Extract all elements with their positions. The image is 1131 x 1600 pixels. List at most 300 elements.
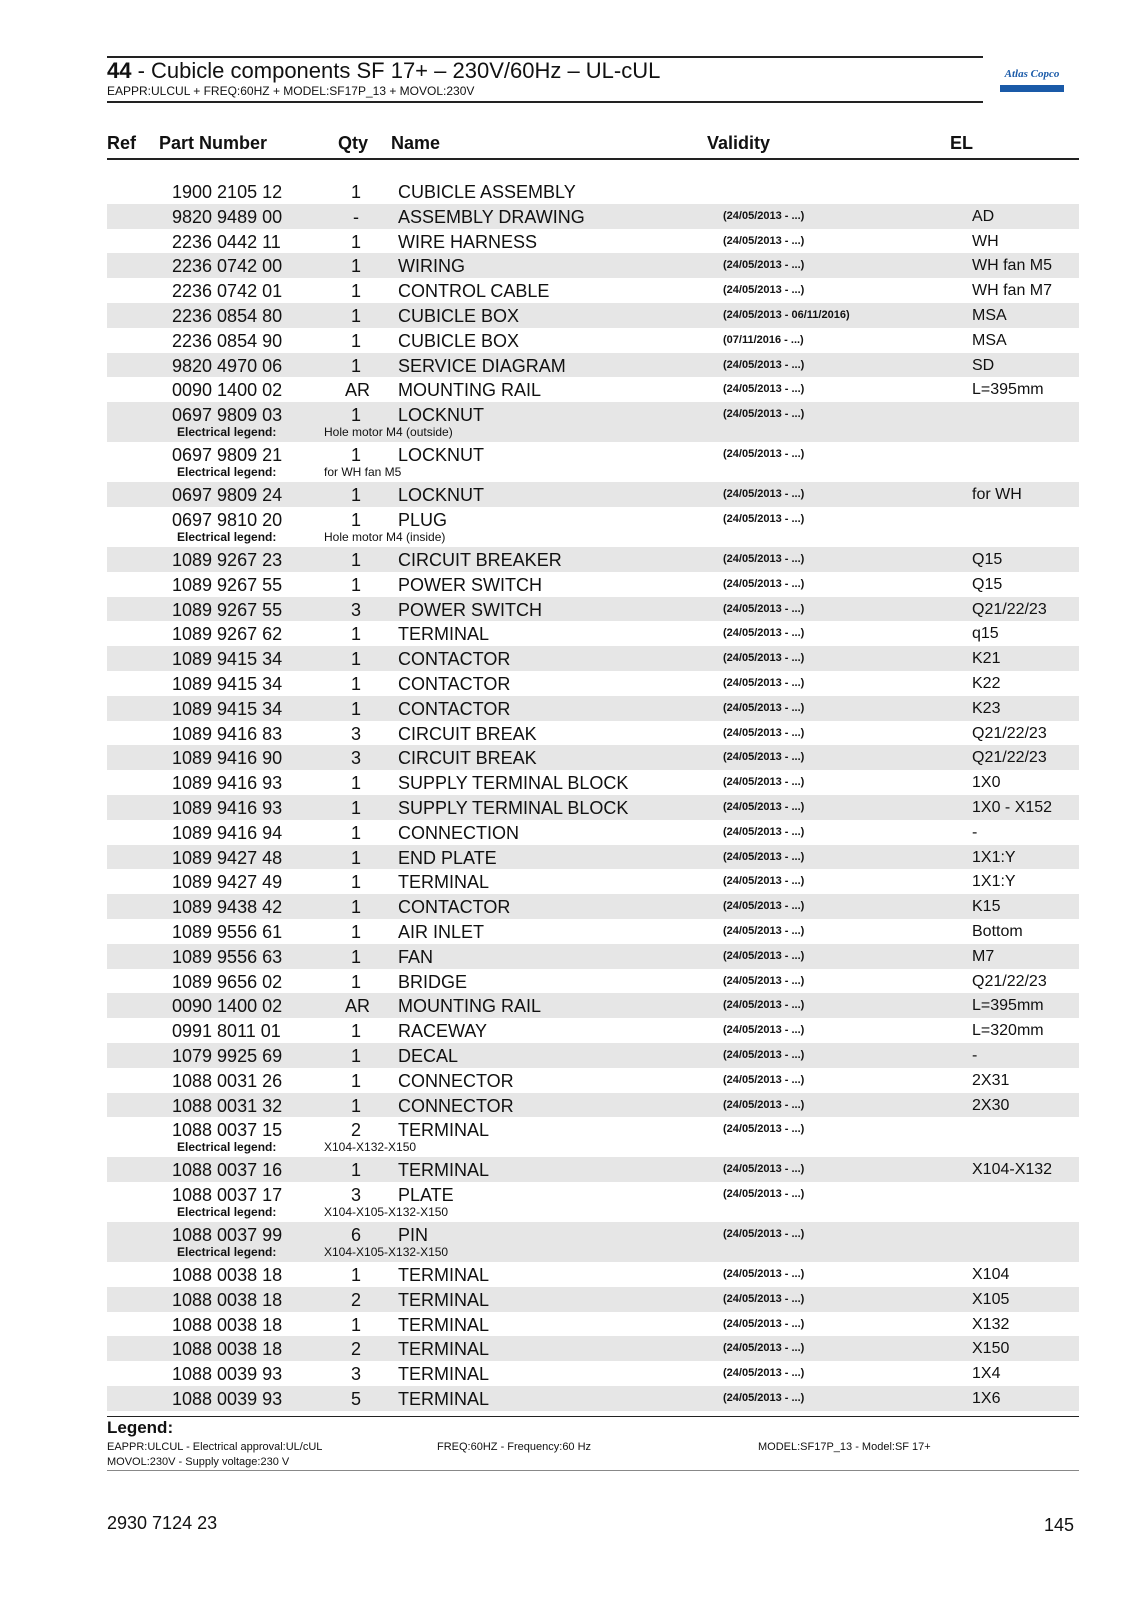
- name-cell: LOCKNUT: [398, 485, 485, 506]
- part-number-cell: 1089 9267 23: [172, 549, 283, 570]
- col-qty: Qty: [338, 133, 369, 153]
- part-number-cell: 1089 9267 55: [172, 599, 283, 620]
- el-cell: 2X31: [972, 1071, 1010, 1089]
- name-cell: TERMINAL: [398, 1389, 490, 1410]
- col-part-number: Part Number: [159, 133, 268, 153]
- table-row: [107, 402, 1079, 442]
- table-row: [107, 1157, 1079, 1182]
- part-number-cell: 1089 9656 02: [172, 971, 283, 992]
- name-cell: SERVICE DIAGRAM: [398, 355, 566, 376]
- table-row: [107, 721, 1079, 746]
- qty-cell: -: [353, 206, 359, 227]
- qty-cell: AR: [345, 996, 371, 1017]
- table-row: [107, 1093, 1079, 1118]
- table-row: [107, 253, 1079, 278]
- electrical-legend-text: Hole motor M4 (inside): [324, 529, 446, 544]
- table-row: [107, 353, 1079, 378]
- title-text: - Cubicle components SF 17+ – 230V/60Hz – UL-cUL: [131, 58, 661, 83]
- part-number-cell: 1900 2105 12: [172, 182, 283, 202]
- name-cell: AIR INLET: [398, 921, 485, 942]
- table-row: [107, 1068, 1079, 1093]
- name-cell: CUBICLE BOX: [398, 305, 520, 326]
- qty-cell: 3: [350, 599, 361, 620]
- part-number-cell: 1089 9416 83: [172, 723, 283, 744]
- name-cell: PLUG: [398, 509, 448, 530]
- name-cell: POWER SWITCH: [398, 574, 542, 595]
- name-cell: TERMINAL: [398, 624, 490, 645]
- el-cell: X104: [972, 1266, 1010, 1284]
- el-cell: Q21/22/23: [972, 749, 1047, 767]
- name-cell: POWER SWITCH: [398, 599, 542, 620]
- el-cell: 1X0 - X152: [972, 798, 1053, 816]
- validity-cell: (24/05/2013 - ...): [723, 448, 805, 461]
- qty-cell: 2: [350, 1120, 361, 1141]
- name-cell: BRIDGE: [398, 971, 468, 992]
- validity-cell: (24/05/2013 - ...): [723, 726, 805, 739]
- el-cell: q15: [972, 625, 999, 643]
- el-cell: WH fan M7: [972, 282, 1053, 300]
- part-number-cell: 1089 9416 90: [172, 748, 283, 769]
- table-row: [107, 597, 1079, 622]
- part-number-cell: 1088 0038 18: [172, 1265, 283, 1286]
- part-number-cell: 1088 0037 99: [172, 1225, 283, 1246]
- legend-freq: FREQ:60HZ - Frequency:60 Hz: [437, 1441, 592, 1453]
- part-number-cell: 2236 0442 11: [172, 231, 281, 252]
- name-cell: TERMINAL: [398, 1314, 490, 1335]
- document-number: 2930 7124 23: [107, 1513, 218, 1533]
- col-name: Name: [391, 133, 441, 153]
- name-cell: DECAL: [398, 1045, 459, 1066]
- qty-cell: 1: [350, 822, 361, 843]
- qty-cell: 1: [350, 1070, 361, 1091]
- validity-cell: (24/05/2013 - ...): [723, 1367, 805, 1380]
- part-number-cell: 1088 0038 18: [172, 1289, 283, 1310]
- table-row: [107, 993, 1079, 1018]
- el-cell: Q15: [972, 550, 1003, 568]
- legend-bottom-rule: [107, 1470, 1079, 1471]
- validity-cell: (24/05/2013 - ...): [723, 800, 805, 813]
- name-cell: MOUNTING RAIL: [398, 996, 542, 1017]
- qty-cell: 1: [350, 921, 361, 942]
- qty-cell: 1: [350, 897, 361, 918]
- part-number-cell: 0697 9809 21: [172, 445, 283, 466]
- table-row: [107, 1222, 1079, 1262]
- part-number-cell: 2236 0854 90: [172, 330, 283, 351]
- qty-cell: 1: [350, 649, 361, 670]
- electrical-legend-label: Electrical legend:: [177, 465, 277, 480]
- validity-cell: (24/05/2013 - ...): [723, 776, 805, 789]
- table-row: [107, 646, 1079, 671]
- table-row: [107, 328, 1079, 353]
- table-row: [107, 1182, 1079, 1222]
- validity-cell: (24/05/2013 - ...): [723, 974, 805, 987]
- page-number: 145: [1044, 1515, 1075, 1535]
- table-row: [107, 442, 1079, 482]
- validity-cell: (24/05/2013 - ...): [723, 512, 805, 525]
- validity-cell: (24/05/2013 - ...): [723, 999, 805, 1012]
- qty-cell: 1: [350, 281, 361, 302]
- name-cell: CONNECTOR: [398, 1095, 514, 1116]
- table-row: [107, 1361, 1079, 1386]
- electrical-legend-text: X104-X105-X132-X150: [324, 1205, 449, 1220]
- el-cell: WH fan M5: [972, 257, 1053, 275]
- validity-cell: (24/05/2013 - ...): [723, 577, 805, 590]
- qty-cell: 1: [350, 624, 361, 645]
- parts-table: [107, 179, 1079, 1411]
- name-cell: WIRING: [398, 256, 465, 277]
- validity-cell: (24/05/2013 - ...): [723, 1048, 805, 1061]
- qty-cell: 1: [350, 485, 361, 506]
- el-cell: 1X1:Y: [972, 873, 1016, 891]
- qty-cell: 1: [350, 445, 361, 466]
- part-number-cell: 1089 9556 63: [172, 946, 283, 967]
- name-cell: CONTACTOR: [398, 698, 511, 719]
- qty-cell: 1: [350, 797, 361, 818]
- name-cell: TERMINAL: [398, 1120, 490, 1141]
- validity-cell: (24/05/2013 - ...): [723, 209, 805, 222]
- qty-cell: 1: [350, 872, 361, 893]
- validity-cell: (24/05/2013 - 06/11/2016): [723, 308, 850, 321]
- part-number-cell: 1089 9416 94: [172, 822, 283, 843]
- legend-title: Legend:: [107, 1418, 174, 1437]
- qty-cell: 1: [350, 1045, 361, 1066]
- name-cell: CUBICLE ASSEMBLY: [398, 182, 576, 202]
- el-cell: M7: [972, 947, 995, 965]
- part-number-cell: 2236 0742 01: [172, 281, 283, 302]
- part-number-cell: 1088 0038 18: [172, 1339, 283, 1360]
- name-cell: CONTACTOR: [398, 897, 511, 918]
- validity-cell: (24/05/2013 - ...): [723, 924, 805, 937]
- validity-cell: (24/05/2013 - ...): [723, 488, 805, 501]
- part-number-cell: 1088 0031 26: [172, 1070, 283, 1091]
- el-cell: SD: [972, 356, 995, 374]
- name-cell: CONTACTOR: [398, 649, 511, 670]
- el-cell: 1X0: [972, 774, 1001, 792]
- table-row: [107, 303, 1079, 328]
- table-row: [107, 869, 1079, 894]
- part-number-cell: 1088 0039 93: [172, 1389, 283, 1410]
- logo-text: Atlas Copco: [1004, 68, 1060, 80]
- qty-cell: 1: [350, 773, 361, 794]
- qty-cell: 3: [350, 1185, 361, 1206]
- qty-cell: 6: [350, 1225, 361, 1246]
- title-rule-bottom: [107, 101, 983, 103]
- name-cell: TERMINAL: [398, 1265, 490, 1286]
- part-number-cell: 0697 9810 20: [172, 509, 283, 530]
- validity-cell: (24/05/2013 - ...): [723, 408, 805, 421]
- el-cell: MSA: [972, 306, 1007, 324]
- validity-cell: (24/05/2013 - ...): [723, 1123, 805, 1136]
- electrical-legend-text: X104-X105-X132-X150: [324, 1245, 449, 1260]
- qty-cell: 2: [350, 1289, 361, 1310]
- qty-cell: 1: [350, 1314, 361, 1335]
- name-cell: FAN: [398, 946, 434, 967]
- name-cell: TERMINAL: [398, 1339, 490, 1360]
- page-subtitle: EAPPR:ULCUL + FREQ:60HZ + MODEL:SF17P_13 + MOVOL:230V: [107, 84, 475, 98]
- legend-rule: [107, 1416, 1079, 1417]
- el-cell: Q21/22/23: [972, 724, 1047, 742]
- table-row: [107, 547, 1079, 572]
- table-row: [107, 621, 1079, 646]
- validity-cell: (24/05/2013 - ...): [723, 1392, 805, 1405]
- name-cell: CUBICLE BOX: [398, 330, 520, 351]
- validity-cell: (24/05/2013 - ...): [723, 850, 805, 863]
- name-cell: CONNECTION: [398, 822, 519, 843]
- table-row: [107, 482, 1079, 507]
- qty-cell: 3: [350, 723, 361, 744]
- el-cell: L=395mm: [972, 997, 1044, 1015]
- el-cell: 1X4: [972, 1365, 1001, 1383]
- electrical-legend-text: X104-X132-X150: [324, 1140, 417, 1155]
- table-row: [107, 377, 1079, 402]
- validity-cell: (24/05/2013 - ...): [723, 234, 805, 247]
- page-title: [107, 58, 660, 84]
- part-number-cell: 1089 9427 48: [172, 847, 283, 868]
- col-el: EL: [950, 133, 974, 153]
- el-cell: Q15: [972, 575, 1003, 593]
- validity-cell: (24/05/2013 - ...): [723, 1024, 805, 1037]
- table-row: [107, 1018, 1079, 1043]
- qty-cell: 1: [350, 673, 361, 694]
- electrical-legend-text: for WH fan M5: [324, 465, 402, 480]
- table-row: [107, 969, 1079, 994]
- name-cell: ASSEMBLY DRAWING: [398, 206, 585, 227]
- name-cell: CIRCUIT BREAK: [398, 748, 537, 769]
- part-number-cell: 9820 9489 00: [172, 206, 283, 227]
- el-cell: Bottom: [972, 922, 1023, 940]
- qty-cell: 1: [350, 971, 361, 992]
- table-row: [107, 1262, 1079, 1287]
- part-number-cell: 1089 9416 93: [172, 773, 283, 794]
- part-number-cell: 2236 0854 80: [172, 305, 283, 326]
- part-number-cell: 1089 9556 61: [172, 921, 283, 942]
- part-number-cell: 1088 0037 16: [172, 1160, 283, 1181]
- table-row: [107, 845, 1079, 870]
- electrical-legend-label: Electrical legend:: [177, 425, 277, 440]
- el-cell: X104-X132: [972, 1161, 1053, 1179]
- qty-cell: 1: [350, 574, 361, 595]
- electrical-legend-label: Electrical legend:: [177, 1140, 277, 1155]
- qty-cell: 1: [350, 946, 361, 967]
- el-cell: K22: [972, 674, 1001, 692]
- validity-cell: (24/05/2013 - ...): [723, 1163, 805, 1176]
- name-cell: SUPPLY TERMINAL BLOCK: [398, 797, 629, 818]
- part-number-cell: 9820 4970 06: [172, 355, 283, 376]
- part-number-cell: 1088 0039 93: [172, 1364, 283, 1385]
- el-cell: Q21/22/23: [972, 972, 1047, 990]
- el-cell: L=395mm: [972, 381, 1044, 399]
- validity-cell: (24/05/2013 - ...): [723, 627, 805, 640]
- table-row: [107, 745, 1079, 770]
- table-row: [107, 572, 1079, 597]
- validity-cell: (24/05/2013 - ...): [723, 875, 805, 888]
- qty-cell: 1: [350, 1160, 361, 1181]
- validity-cell: (24/05/2013 - ...): [723, 701, 805, 714]
- el-cell: X132: [972, 1315, 1010, 1333]
- el-cell: MSA: [972, 331, 1007, 349]
- table-row: [107, 1287, 1079, 1312]
- part-number-cell: 1088 0038 18: [172, 1314, 283, 1335]
- table-row: [107, 278, 1079, 303]
- table-row: [107, 944, 1079, 969]
- qty-cell: 1: [350, 182, 361, 202]
- qty-cell: 1: [350, 1095, 361, 1116]
- brand-logo: [1000, 64, 1064, 94]
- validity-cell: (24/05/2013 - ...): [723, 1228, 805, 1241]
- validity-cell: (24/05/2013 - ...): [723, 676, 805, 689]
- qty-cell: 1: [350, 1265, 361, 1286]
- col-validity: Validity: [707, 133, 771, 153]
- table-row: [107, 1386, 1079, 1411]
- section-number: 44: [107, 58, 132, 83]
- el-cell: -: [972, 1046, 978, 1064]
- el-cell: K23: [972, 699, 1001, 717]
- name-cell: TERMINAL: [398, 872, 490, 893]
- table-row: [107, 204, 1079, 229]
- validity-cell: (24/05/2013 - ...): [723, 602, 805, 615]
- qty-cell: 1: [350, 847, 361, 868]
- el-cell: 2X30: [972, 1096, 1010, 1114]
- name-cell: CONTROL CABLE: [398, 281, 550, 302]
- qty-cell: 1: [350, 305, 361, 326]
- logo-bar: [1000, 85, 1064, 92]
- table-row: [107, 696, 1079, 721]
- el-cell: -: [972, 823, 978, 841]
- qty-cell: 1: [350, 549, 361, 570]
- name-cell: TERMINAL: [398, 1364, 490, 1385]
- qty-cell: 3: [350, 1364, 361, 1385]
- validity-cell: (24/05/2013 - ...): [723, 358, 805, 371]
- validity-cell: (24/05/2013 - ...): [723, 1098, 805, 1111]
- name-cell: END PLATE: [398, 847, 497, 868]
- qty-cell: 1: [350, 355, 361, 376]
- qty-cell: 1: [350, 509, 361, 530]
- el-cell: X150: [972, 1340, 1010, 1358]
- name-cell: CONNECTOR: [398, 1070, 514, 1091]
- electrical-legend-label: Electrical legend:: [177, 1245, 277, 1260]
- table-row: [107, 1336, 1079, 1361]
- name-cell: TERMINAL: [398, 1160, 490, 1181]
- part-number-cell: 1088 0037 17: [172, 1185, 283, 1206]
- table-row: [107, 507, 1079, 547]
- name-cell: LOCKNUT: [398, 405, 485, 426]
- validity-cell: (24/05/2013 - ...): [723, 1342, 805, 1355]
- part-number-cell: 1089 9438 42: [172, 897, 283, 918]
- part-number-cell: 1088 0037 15: [172, 1120, 283, 1141]
- part-number-cell: 1089 9427 49: [172, 872, 283, 893]
- el-cell: 1X1:Y: [972, 848, 1016, 866]
- validity-cell: (24/05/2013 - ...): [723, 751, 805, 764]
- legend-model: MODEL:SF17P_13 - Model:SF 17+: [758, 1441, 931, 1453]
- name-cell: PIN: [398, 1225, 429, 1246]
- name-cell: RACEWAY: [398, 1021, 488, 1042]
- qty-cell: 1: [350, 405, 361, 426]
- name-cell: SUPPLY TERMINAL BLOCK: [398, 773, 629, 794]
- qty-cell: AR: [345, 380, 371, 401]
- table-row: [107, 229, 1079, 254]
- qty-cell: 5: [350, 1389, 361, 1410]
- part-number-cell: 0090 1400 02: [172, 996, 283, 1017]
- table-row: [107, 919, 1079, 944]
- el-cell: WH: [972, 232, 999, 250]
- name-cell: CIRCUIT BREAKER: [398, 549, 562, 570]
- part-number-cell: 1089 9267 55: [172, 574, 283, 595]
- validity-cell: (24/05/2013 - ...): [723, 1268, 805, 1281]
- part-number-cell: 1079 9925 69: [172, 1045, 283, 1066]
- name-cell: MOUNTING RAIL: [398, 380, 542, 401]
- part-number-cell: 0697 9809 24: [172, 485, 283, 506]
- legend-movol: MOVOL:230V - Supply voltage:230 V: [107, 1456, 290, 1468]
- part-number-cell: 0090 1400 02: [172, 380, 283, 401]
- name-cell: CONTACTOR: [398, 673, 511, 694]
- name-cell: CIRCUIT BREAK: [398, 723, 537, 744]
- validity-cell: (24/05/2013 - ...): [723, 825, 805, 838]
- qty-cell: 1: [350, 1021, 361, 1042]
- validity-cell: (24/05/2013 - ...): [723, 259, 805, 272]
- validity-cell: (24/05/2013 - ...): [723, 1073, 805, 1086]
- qty-cell: 2: [350, 1339, 361, 1360]
- el-cell: AD: [972, 207, 995, 225]
- table-row: [107, 1117, 1079, 1157]
- electrical-legend-label: Electrical legend:: [177, 529, 277, 544]
- part-number-cell: 0697 9809 03: [172, 405, 283, 426]
- name-cell: LOCKNUT: [398, 445, 485, 466]
- col-ref: Ref: [107, 133, 137, 153]
- table-header: [107, 130, 1079, 160]
- validity-cell: (24/05/2013 - ...): [723, 1317, 805, 1330]
- name-cell: WIRE HARNESS: [398, 231, 538, 252]
- qty-cell: 1: [350, 256, 361, 277]
- table-row: [107, 795, 1079, 820]
- validity-cell: (24/05/2013 - ...): [723, 900, 805, 913]
- el-cell: Q21/22/23: [972, 600, 1047, 618]
- validity-cell: (24/05/2013 - ...): [723, 1188, 805, 1201]
- qty-cell: 1: [350, 231, 361, 252]
- table-row: [107, 179, 1079, 204]
- table-row: [107, 671, 1079, 696]
- table-row: [107, 1312, 1079, 1337]
- table-row: [107, 820, 1079, 845]
- part-number-cell: 1089 9415 34: [172, 649, 283, 670]
- validity-cell: (24/05/2013 - ...): [723, 383, 805, 396]
- el-cell: K15: [972, 898, 1001, 916]
- part-number-cell: 1089 9267 62: [172, 624, 283, 645]
- name-cell: PLATE: [398, 1185, 454, 1206]
- table-row: [107, 894, 1079, 919]
- validity-cell: (24/05/2013 - ...): [723, 1292, 805, 1305]
- part-number-cell: 1089 9415 34: [172, 698, 283, 719]
- name-cell: TERMINAL: [398, 1289, 490, 1310]
- el-cell: for WH: [972, 486, 1022, 504]
- validity-cell: (24/05/2013 - ...): [723, 284, 805, 297]
- legend-eappr: EAPPR:ULCUL - Electrical approval:UL/cUL: [107, 1441, 323, 1453]
- validity-cell: (24/05/2013 - ...): [723, 949, 805, 962]
- part-number-cell: 1089 9416 93: [172, 797, 283, 818]
- qty-cell: 1: [350, 698, 361, 719]
- electrical-legend-label: Electrical legend:: [177, 1205, 277, 1220]
- validity-cell: (24/05/2013 - ...): [723, 652, 805, 665]
- part-number-cell: 0991 8011 01: [172, 1021, 281, 1042]
- el-cell: K21: [972, 650, 1001, 668]
- el-cell: L=320mm: [972, 1022, 1044, 1040]
- table-row: [107, 770, 1079, 795]
- el-cell: 1X6: [972, 1390, 1001, 1408]
- validity-cell: (07/11/2016 - ...): [723, 333, 804, 346]
- table-row: [107, 1043, 1079, 1068]
- part-number-cell: 1089 9415 34: [172, 673, 283, 694]
- part-number-cell: 2236 0742 00: [172, 256, 283, 277]
- validity-cell: (24/05/2013 - ...): [723, 552, 805, 565]
